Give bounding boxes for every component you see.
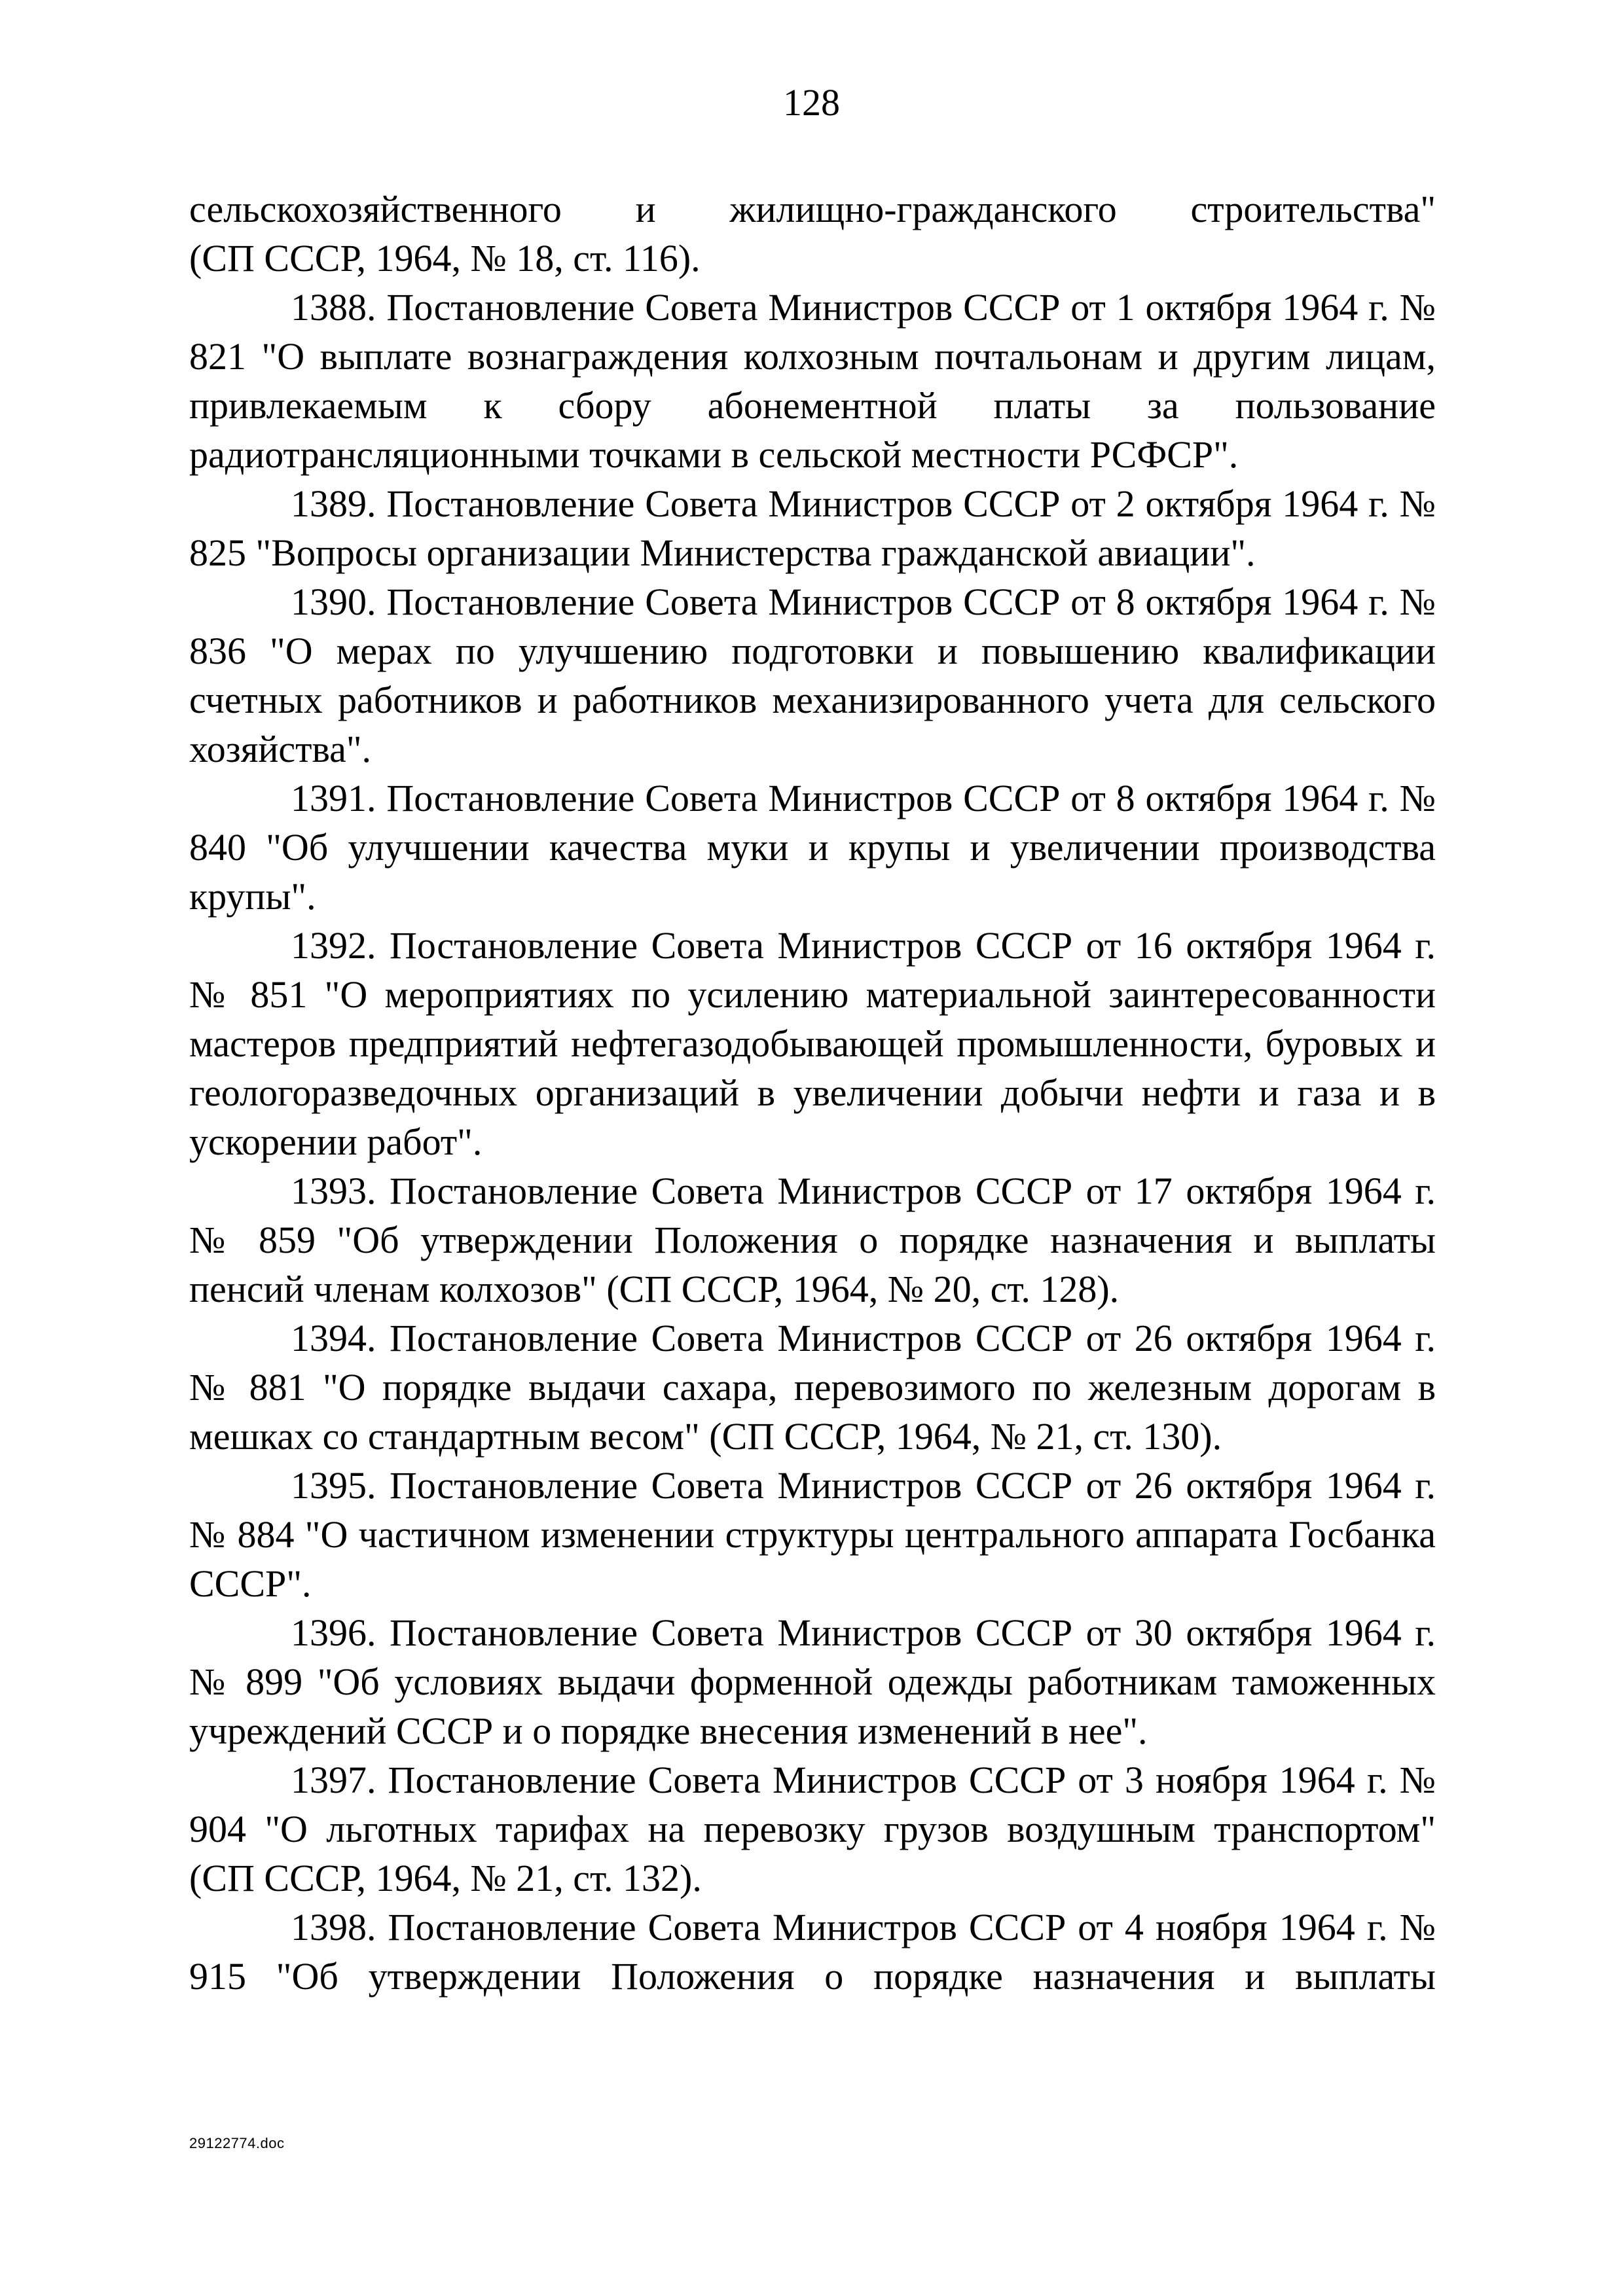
entry-1392: 1392. Постановление Совета Министров СССР от 16 октября 1964 г. № 851 "О мероприятиях по усилению материальной заинтересованности мастеров предприятий нефтегазодобывающей промышленности, буровых и геологоразведочных организаций в увеличении добычи нефти и газа и в ускорении работ". [189,924,1436,1163]
entry-1390: 1390. Постановление Совета Министров СССР от 8 октября 1964 г. № 836 "О мерах по улучшению подготовки и повышению квалификации счетных работников и работников механизированного учета для сельского хозяйства". [189,581,1436,770]
entry-1397: 1397. Постановление Совета Министров СССР от 3 ноября 1964 г. № 904 "О льготных тарифах на перевозку грузов воздушным транспортом" (СП СССР, 1964, № 21, ст. 132). [189,1759,1436,1899]
continuation-line: (СП СССР, 1964, № 18, ст. 116). [189,237,701,279]
entry-1395: 1395. Постановление Совета Министров СССР от 26 октября 1964 г. № 884 "О частичном изменении структуры центрального аппарата Госбанка СССР". [189,1464,1436,1605]
continuation-line: сельскохозяйственного и жилищно-гражданского строительства" [189,188,1436,230]
page-number: 128 [783,81,840,124]
entry-1391: 1391. Постановление Совета Министров СССР от 8 октября 1964 г. № 840 "Об улучшении качества муки и крупы и увеличении производства крупы". [189,777,1436,918]
entry-1389: 1389. Постановление Совета Министров СССР от 2 октября 1964 г. № 825 "Вопросы организации Министерства гражданской авиации". [189,482,1436,574]
footer-filename: 29122774.doc [189,2135,285,2151]
entry-1396: 1396. Постановление Совета Министров СССР от 30 октября 1964 г. № 899 "Об условиях выдачи форменной одежды работникам таможенных учреждений СССР и о порядке внесения изменений в нее". [189,1611,1436,1752]
entry-1394: 1394. Постановление Совета Министров СССР от 26 октября 1964 г. № 881 "О порядке выдачи сахара, перевозимого по железным дорогам в мешках со стандартным весом" (СП СССР, 1964, № 21, ст. 130). [189,1317,1436,1458]
entry-1388: 1388. Постановление Совета Министров СССР от 1 октября 1964 г. № 821 "О выплате вознаграждения колхозным почтальонам и другим лицам, привлекаемым к сбору абонементной платы за пользование радиотрансляционными точками в сельской местности РСФСР". [189,286,1436,476]
entry-1393: 1393. Постановление Совета Министров СССР от 17 октября 1964 г. № 859 "Об утверждении Положения о порядке назначения и выплаты пенсий членам колхозов" (СП СССР, 1964, № 20, ст. 128). [189,1170,1436,1310]
entry-1398: 1398. Постановление Совета Министров СССР от 4 ноября 1964 г. № 915 "Об утверждении Положения о порядке назначения и выплаты [189,1906,1436,1998]
document-body [189,185,1436,2001]
